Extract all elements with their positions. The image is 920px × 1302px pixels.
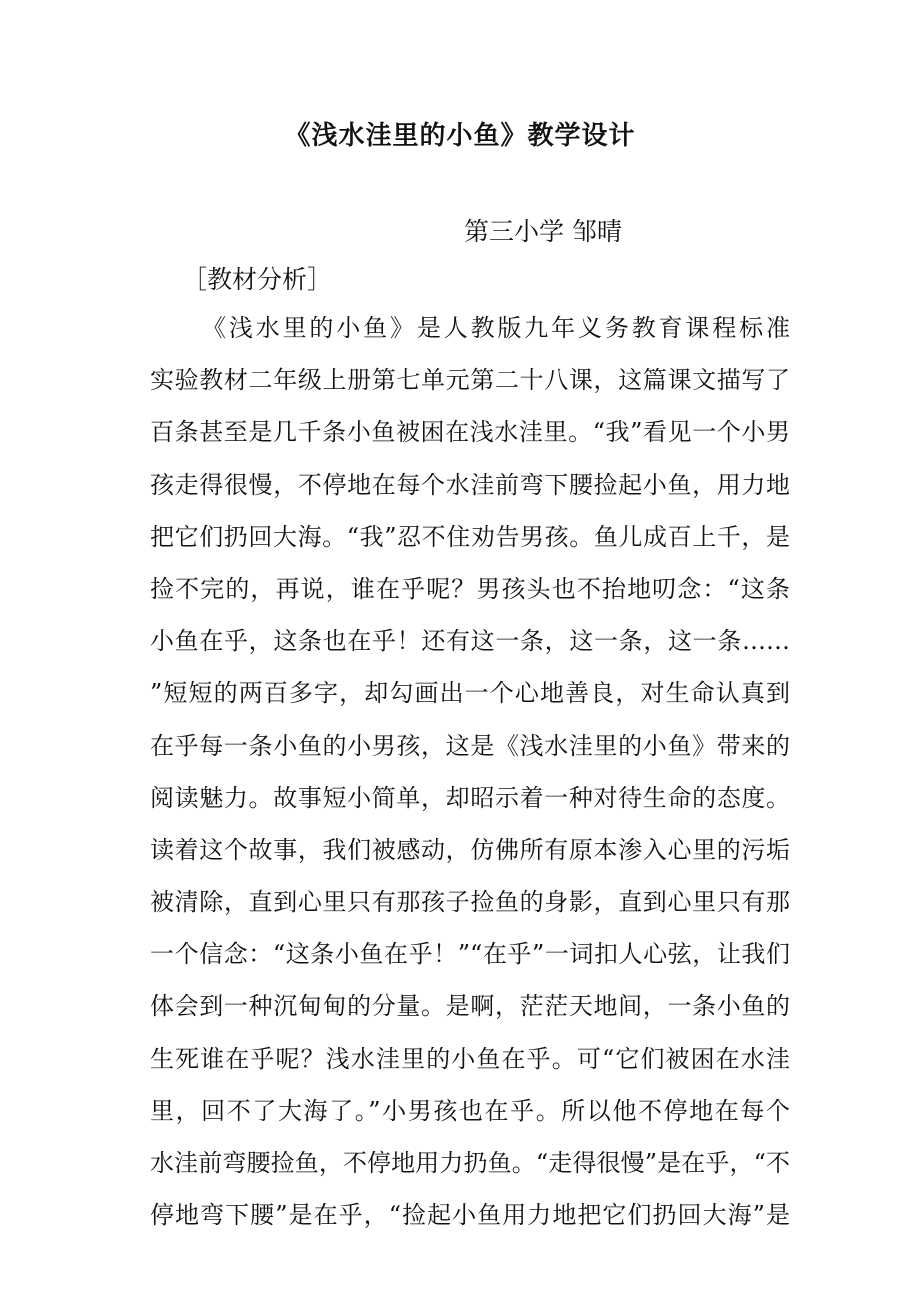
document-title: 《浅水洼里的小鱼》教学设计 xyxy=(284,121,636,151)
paragraph-line: 生死谁在乎呢？浅水洼里的小鱼在乎。可“它们被困在水洼 xyxy=(150,1044,790,1073)
paragraph-line: 里，回不了大海了。”小男孩也在乎。所以他不停地在每个 xyxy=(150,1096,790,1125)
paragraph-line: 孩走得很慢，不停地在每个水洼前弯下腰捡起小鱼，用力地 xyxy=(150,470,790,499)
body-paragraph xyxy=(150,310,790,1249)
paragraph-line: 被清除，直到心里只有那孩子捡鱼的身影，直到心里只有那 xyxy=(150,888,790,917)
paragraph-line: 实验教材二年级上册第七单元第二十八课，这篇课文描写了 xyxy=(150,366,790,395)
paragraph-line: 体会到一种沉甸甸的分量。是啊，茫茫天地间，一条小鱼的 xyxy=(150,992,790,1021)
paragraph-line: 小鱼在乎，这条也在乎！还有这一条，这一条，这一条…… xyxy=(150,627,790,656)
paragraph-line: 百条甚至是几千条小鱼被困在浅水洼里。“我”看见一个小男 xyxy=(150,418,790,447)
author-line: 第三小学 邹晴 xyxy=(464,217,622,246)
paragraph-line: 把它们扔回大海。“我”忍不住劝告男孩。鱼儿成百上千，是 xyxy=(150,522,790,551)
section-heading: ［教材分析］ xyxy=(182,265,333,294)
paragraph-line: 阅读魅力。故事短小简单，却昭示着一种对待生命的态度。 xyxy=(150,783,790,812)
paragraph-line: 一个信念：“这条小鱼在乎！”“在乎”一词扣人心弦，让我们 xyxy=(150,940,790,969)
paragraph-line: 《浅水里的小鱼》是人教版九年义务教育课程标准 xyxy=(202,314,790,342)
paragraph-line: 捡不完的，再说，谁在乎呢？男孩头也不抬地叨念：“这条 xyxy=(150,574,790,603)
paragraph-line: ”短短的两百多字，却勾画出一个心地善良，对生命认真到 xyxy=(150,679,790,708)
paragraph-line: 在乎每一条小鱼的小男孩，这是《浅水洼里的小鱼》带来的 xyxy=(150,731,790,760)
paragraph-line: 读着这个故事，我们被感动，仿佛所有原本渗入心里的污垢 xyxy=(150,835,790,864)
paragraph-line: 停地弯下腰”是在乎，“捡起小鱼用力地把它们扔回大海”是 xyxy=(150,1201,790,1230)
paragraph-line: 水洼前弯腰捡鱼，不停地用力扔鱼。“走得很慢”是在乎，“不 xyxy=(150,1149,790,1177)
